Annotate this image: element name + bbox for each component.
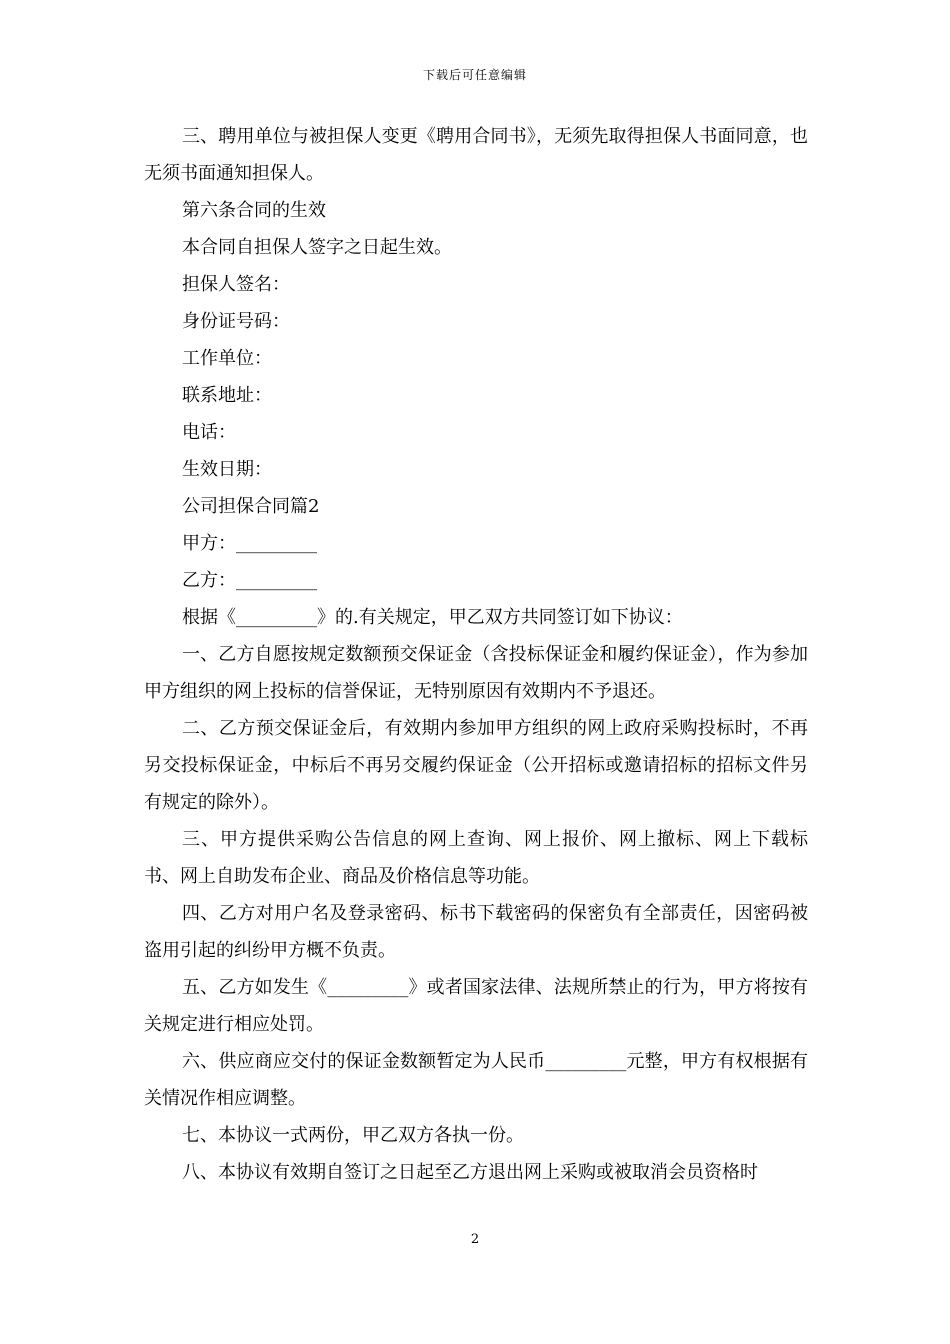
page-header: 下载后可任意编辑 [422,68,527,82]
clause-three-contract-change: 三、聘用单位与被担保人变更《聘用合同书》，无须先取得担保人书面同意，也无须书面通知担保人。 [144,126,808,184]
article-six-heading: 第六条合同的生效 [182,200,326,221]
page-number: 2 [470,1232,480,1247]
clause-four: 四、乙方对用户名及登录密码、标书下载密码的保密负有全部责任，因密码被盗用引起的纠纷甲方概不负责。 [144,903,808,961]
guarantor-signature-field: 担保人签名： [182,274,290,295]
party-a-field: 甲方：_________ [182,533,317,554]
clause-one: 一、乙方自愿按规定数额预交保证金（含投标保证金和履约保证金），作为参加甲方组织的网上投标的信誉保证，无特别原因有效期内不予退还。 [144,644,808,702]
clause-six: 六、供应商应交付的保证金数额暂定为人民币_________元整，甲方有权根据有关情况作相应调整。 [144,1051,808,1109]
clause-eight: 八、本协议有效期自签订之日起至乙方退出网上采购或被取消会员资格时 [182,1162,758,1183]
effective-date-field: 生效日期： [182,459,272,480]
party-b-field: 乙方：_________ [182,570,317,591]
contact-address-field: 联系地址： [182,385,272,406]
phone-field: 电话： [182,422,236,443]
section-title: 公司担保合同篇2 [182,496,320,517]
clause-two: 二、乙方预交保证金后，有效期内参加甲方组织的网上政府采购投标时，不再另交投标保证金，中标后不再另交履约保证金（公开招标或邀请招标的招标文件另有规定的除外）。 [144,718,808,813]
document-body [144,118,808,1191]
effective-clause: 本合同自担保人签字之日起生效。 [182,237,452,258]
clause-seven: 七、本协议一式两份，甲乙双方各执一份。 [182,1125,524,1146]
clause-five: 五、乙方如发生《_________》或者国家法律、法规所禁止的行为，甲方将按有关规定进行相应处罚。 [144,977,808,1035]
clause-three: 三、甲方提供采购公告信息的网上查询、网上报价、网上撤标、网上下载标书、网上自助发布企业、商品及价格信息等功能。 [144,829,808,887]
preamble: 根据《_________》的.有关规定，甲乙双方共同签订如下协议： [182,607,683,628]
id-number-field: 身份证号码： [182,311,290,332]
work-unit-field: 工作单位： [182,348,272,369]
